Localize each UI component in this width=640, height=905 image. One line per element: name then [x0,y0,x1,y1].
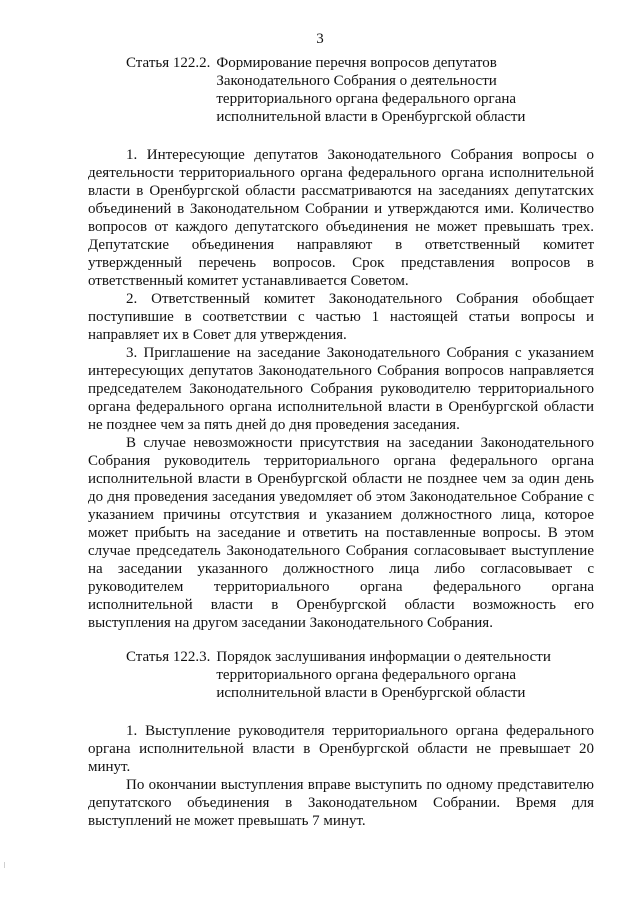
article-paragraphs [88,146,594,632]
article-title: Формирование перечня вопросов депутатов Законодательного Собрания о деятельности территориального органа федерального органа исполнительной власти в Оренбургской области [216,55,526,125]
paragraph: По окончании выступления вправе выступить по одному представителю депутатского объединения в Законодательном Собрании. Время для выступлений не может превышать 7 минут. [88,777,594,829]
paragraph: 1. Выступление руководителя территориального органа федерального органа исполнительной власти в Оренбургской области не превышает 20 минут. [88,723,594,775]
article-label: Статья 122.3. [126,649,211,665]
scan-margin-mark [4,862,5,868]
paragraph: 2. Ответственный комитет Законодательного Собрания обобщает поступившие в соответствии с частью 1 настоящей статьи вопросы и направляет их в Совет для утверждения. [88,291,594,343]
page-number: 3 [316,31,324,47]
paragraph: 1. Интересующие депутатов Законодательного Собрания вопросы о деятельности территориального органа федерального органа исполнительной власти в Оренбургской области рассматриваются на заседаниях депутатских объединений в Законодательном Собрании и утверждаются ими. Количество вопросов от каждого депутатского объединения не может превышать трех. Депутатские объединения направляют в ответственный комитет утвержденный перечень вопросов. Срок представления вопросов в ответственный комитет устанавливается Советом. [88,147,594,289]
article-heading [88,54,594,126]
document-body [88,54,594,830]
article-paragraphs [88,722,594,830]
article-title: Порядок заслушивания информации о деятельности территориального органа федерального органа исполнительной власти в Оренбургской области [216,649,551,701]
paragraph: 3. Приглашение на заседание Законодательного Собрания с указанием интересующих депутатов Законодательного Собрания вопросов направляется председателем Законодательного Собрания руководителю территориального органа федерального органа исполнительной власти в Оренбургской области не позднее чем за пять дней до дня проведения заседания. [88,345,594,433]
article-heading [88,648,594,702]
article-label: Статья 122.2. [126,55,211,71]
paragraph: В случае невозможности присутствия на заседании Законодательного Собрания руководитель территориального органа федерального органа исполнительной власти в Оренбургской области не позднее чем за один день до дня проведения заседания уведомляет об этом Законодательное Собрание с указанием причины отсутствия и указанием должностного лица, которое может прибыть на заседание и ответить на поставленные вопросы. В этом случае председатель Законодательного Собрания согласовывает выступление на заседании указанного должностного лица либо согласовывает с руководителем территориального органа федерального органа исполнительной власти в Оренбургской области возможность его выступления на другом заседании Законодательного Собрания. [88,435,594,631]
